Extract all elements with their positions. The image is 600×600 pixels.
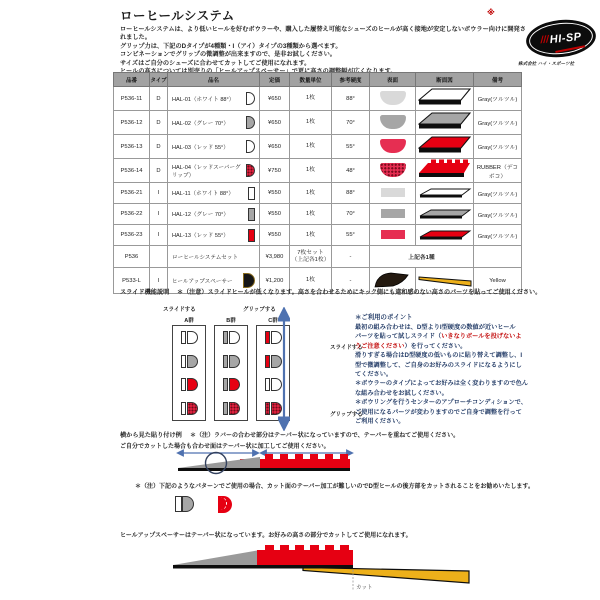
cell-code: P536-14 <box>114 159 150 183</box>
cell-qty: 7枚セット （上記各1枚） <box>290 246 332 268</box>
top-rect-lightgray-icon <box>381 188 405 197</box>
table-row <box>114 87 522 111</box>
points-warning-text: うご注意ください <box>355 342 405 350</box>
cell-side-view <box>416 87 474 111</box>
cell-name: HAL-03（レッド 55°） <box>168 135 260 159</box>
points-text: てください。 <box>355 371 393 379</box>
i-gray-part-icon <box>223 331 228 344</box>
points-text: 最初の組み合わせは、D型よりI型硬度の数値が近いヒール <box>355 324 516 331</box>
cell-price: ¥550 <box>260 225 290 246</box>
i-white-part-icon <box>181 331 186 344</box>
i-red-part-icon <box>265 331 270 344</box>
base-strip <box>173 565 353 569</box>
top-d-gray-icon <box>380 115 406 129</box>
cell-hardness: 48° <box>332 159 370 183</box>
points-line <box>355 361 600 370</box>
cell-qty: 1枚 <box>290 111 332 135</box>
cell-remark: RUBBER（デコボコ） <box>474 159 522 183</box>
axis-label-slide: スライドする <box>163 307 196 313</box>
intro <box>120 26 532 76</box>
i-white-part-icon <box>181 378 186 391</box>
logo-ring <box>528 20 595 58</box>
col-header: 備考 <box>474 73 522 87</box>
table-row <box>114 135 522 159</box>
cell-side-view <box>416 159 474 183</box>
i-part-icon <box>175 496 182 512</box>
cell-name: HAL-04（レッドスーパーグリップ） <box>168 159 260 183</box>
points-text: パーツを貼って試しスライド（ <box>355 333 442 341</box>
col-header: 数量単位 <box>290 73 332 87</box>
cell-name: ローヒールシステムセット <box>168 246 260 268</box>
side-view-label: 横から見た貼り付け例 <box>120 432 182 439</box>
cell-remark: Gray(ツルツル) <box>474 135 522 159</box>
cell-type: D <box>150 87 168 111</box>
table-row <box>114 183 522 204</box>
top-rect-red-icon <box>381 230 405 239</box>
cell-code: P533-L <box>114 268 150 294</box>
top-d-lightgray-icon <box>380 91 406 105</box>
cell-price: ¥1,200 <box>260 268 290 294</box>
arrow-label-slide: スライドする <box>330 345 363 351</box>
i-white-part-icon <box>181 402 186 415</box>
d-white-part-icon <box>187 331 198 344</box>
cell-code: P536-23 <box>114 225 150 246</box>
side-view-note1: ＊（注）ラバーの合わせ部分はテーパー状になっていますので、テーパーを重ねてご使用ください。 <box>190 433 460 439</box>
points-text: な組み合わせをお試しください。 <box>355 389 448 397</box>
cell-price: ¥750 <box>260 159 290 183</box>
cell-hardness: 88° <box>332 183 370 204</box>
cell-code: P536 <box>114 246 150 268</box>
side-view-note2: ご自分でカットした場合も合わせ面はテーパー状に加工してご使用ください。 <box>120 444 330 450</box>
points-line <box>355 379 600 388</box>
gray-taper-wedge <box>173 550 260 565</box>
d-outline-icon <box>246 140 255 153</box>
points-line <box>355 323 600 332</box>
cut-dash-line <box>219 497 227 510</box>
product-table-body <box>114 87 522 294</box>
i-red-icon <box>248 229 255 242</box>
points-line <box>355 398 600 407</box>
cell-qty: 1枚 <box>290 135 332 159</box>
usage-points <box>355 312 600 426</box>
points-lines <box>355 323 600 426</box>
intro-line: サイズはご自分のシューズに合わせてカットしてご使用になれます。 <box>120 59 311 67</box>
points-text: ＊ボウリングを行うセンターのアプローチコンディションで、 <box>355 399 527 407</box>
cell-qty: 1枚 <box>290 159 332 183</box>
cell-hardness: - <box>332 268 370 294</box>
d-dotted-part-icon <box>187 402 198 415</box>
col-header: 表面 <box>370 73 416 87</box>
points-line <box>355 332 600 341</box>
cell-qty: 1枚 <box>290 183 332 204</box>
page-title: ローヒールシステム <box>120 9 235 23</box>
combo-groups <box>172 316 290 421</box>
top-d-dotted-icon <box>380 163 406 177</box>
spacer-side-icon <box>417 272 473 288</box>
points-line <box>355 370 600 379</box>
col-header: タイプ <box>150 73 168 87</box>
cell-hardness: 55° <box>332 135 370 159</box>
cell-top-view <box>370 183 416 204</box>
cell-type <box>150 246 168 268</box>
slide-section-label: スライド機能説明 <box>120 289 170 296</box>
points-text: ）を行ってください。 <box>404 342 467 350</box>
cell-top-view <box>370 225 416 246</box>
cell-type: I <box>150 204 168 225</box>
cell-name: HAL-01（ホワイト 88°） <box>168 87 260 111</box>
points-line <box>355 408 600 417</box>
intro-line: グリップ力は、下記のDタイプが4種類・I（アイ）タイプの3種類から選べます。 <box>120 42 342 50</box>
cell-type: D <box>150 111 168 135</box>
cell-type: I <box>150 183 168 204</box>
table-row <box>114 246 522 268</box>
points-line <box>355 417 600 426</box>
group-box <box>214 325 248 421</box>
cell-hardness: 88° <box>332 87 370 111</box>
slide-section-note: ＊（注意）スライドヒールが低くなります。高さを合わせるためにキック側にも違和感のない高さのパーツを貼ってご使用ください。 <box>177 289 542 296</box>
combo <box>181 355 198 368</box>
points-text: 型で微調整して、ご自身のお好みのスライドになるようにし <box>355 361 522 369</box>
col-header: 品番 <box>114 73 150 87</box>
cell-remark: Gray(ツルツル) <box>474 183 522 204</box>
points-warning-text: いきなりボールを投げないよ <box>441 333 522 341</box>
cell-type: D <box>150 159 168 183</box>
cell-price: ¥650 <box>260 87 290 111</box>
combo <box>181 402 198 415</box>
d-cut-icon <box>218 496 232 513</box>
points-line <box>355 342 600 351</box>
table-row <box>114 159 522 183</box>
d-red-part-icon <box>187 378 198 391</box>
combo <box>223 402 240 415</box>
cell-side-view <box>416 135 474 159</box>
cell-side-view <box>416 225 474 246</box>
cell-code: P536-21 <box>114 183 150 204</box>
cell-code: P536-13 <box>114 135 150 159</box>
cell-code: P536-12 <box>114 111 150 135</box>
spacer-cut-diagram <box>165 545 477 597</box>
red-heel-side <box>257 550 353 565</box>
col-header: 参考硬度 <box>332 73 370 87</box>
cell-hardness: 55° <box>332 225 370 246</box>
cell-remark: Gray(ツルツル) <box>474 204 522 225</box>
d-dotted-icon <box>246 164 255 177</box>
header-row <box>114 73 522 87</box>
i-red-part-icon <box>265 355 270 368</box>
d-black-icon <box>243 273 255 288</box>
cell-side-view <box>416 183 474 204</box>
hisp-logo <box>524 16 597 60</box>
product-table-head <box>114 73 522 87</box>
intro-line: ローヒールシステムは、より低いヒールを好むボウラーや、購入した履替え可能なシューズのヒールが高く接地が安定しないボウラー向けに開発されました。 <box>120 26 526 42</box>
cell-hardness: 70° <box>332 204 370 225</box>
logo-brand: HI-SP <box>549 30 583 46</box>
yellow-spacer-wedge <box>303 568 469 584</box>
side-view-note3: ＊（注）下記のようなパターンでご使用の場合、カット面のテーパー加工が難しいのでD型ヒールの後方部をカットされることをお勧めいたします。 <box>135 484 534 490</box>
cell-remark <box>474 246 522 268</box>
d-gray-icon <box>246 116 255 129</box>
cell-name: HAL-11（ホワイト 88°） <box>168 183 260 204</box>
group-label: B群 <box>226 318 236 324</box>
combo-group <box>214 316 248 421</box>
d-gray-part-icon <box>187 355 198 368</box>
i-white-part-icon <box>181 355 186 368</box>
cell-merged-note: 上記各1種 <box>370 246 474 268</box>
grip-slide-arrow-icon <box>278 307 290 431</box>
i-gray-part-icon <box>223 355 228 368</box>
i-gray-icon <box>248 208 255 221</box>
cell-price: ¥550 <box>260 204 290 225</box>
cell-top-view <box>370 204 416 225</box>
group-label: A群 <box>184 318 194 324</box>
cell-type: I <box>150 225 168 246</box>
points-text: 滑りすぎる場合はD型硬度の低いものに貼り替えて調整し、I <box>355 352 523 360</box>
combo <box>181 378 198 391</box>
cell-name: HAL-12（グレー 70°） <box>168 204 260 225</box>
logo-slashes-icon: /// <box>539 34 550 47</box>
top-rect-gray-icon <box>381 209 405 218</box>
intro-line: コンビネーションでグリップの微調整が出来ますので、是非お試しください。 <box>120 51 336 59</box>
cell-code: P536-11 <box>114 87 150 111</box>
cell-qty: 1枚 <box>290 225 332 246</box>
cell-hardness: 70° <box>332 111 370 135</box>
combo <box>223 355 240 368</box>
combo-group <box>172 316 206 421</box>
combo <box>223 331 240 344</box>
cell-code: P536-22 <box>114 204 150 225</box>
combo <box>223 378 240 391</box>
i-gray-part-icon <box>223 402 228 415</box>
cell-remark: Yellow <box>474 268 522 294</box>
cell-type: I <box>150 268 168 294</box>
table-row <box>114 111 522 135</box>
cell-type: D <box>150 135 168 159</box>
pattern-example-icons <box>175 496 232 516</box>
cell-name: HAL-02（グレー 70°） <box>168 111 260 135</box>
group-label: C群 <box>268 318 278 324</box>
spacer-top-view-icon <box>373 271 413 289</box>
usage-points-title: ＊ご利用のポイント <box>355 314 413 321</box>
table-row <box>114 225 522 246</box>
cell-remark: Gray(ツルツル) <box>474 225 522 246</box>
cell-name: HAL-13（レッド 55°） <box>168 225 260 246</box>
i-gray-part-icon <box>223 378 228 391</box>
cell-side-view <box>416 204 474 225</box>
d-white-icon <box>246 92 255 105</box>
d-part-icon <box>182 496 194 512</box>
arrow-label-grip: グリップする <box>330 412 363 418</box>
cell-hardness: - <box>332 246 370 268</box>
points-text: ご利用ください。 <box>355 418 405 426</box>
cell-price: ¥650 <box>260 111 290 135</box>
top-d-red-icon <box>380 139 406 153</box>
d-gray-part-icon <box>229 355 240 368</box>
d-dotted-part-icon <box>229 402 240 415</box>
points-text: ご使用になるパーツが変わりますのでご自身で調整を行って <box>355 408 522 416</box>
points-line <box>355 351 600 360</box>
points-line <box>355 389 600 398</box>
cell-top-view <box>370 135 416 159</box>
col-header: 品名 <box>168 73 260 87</box>
col-header: 断面図 <box>416 73 474 87</box>
cell-top-view <box>370 111 416 135</box>
cell-name: ヒールアップスペーサー <box>168 268 260 294</box>
cell-side-view <box>416 111 474 135</box>
cell-remark: Gray(ツルツル) <box>474 87 522 111</box>
cell-price: ¥550 <box>260 183 290 204</box>
cell-qty: 1枚 <box>290 87 332 111</box>
cell-price: ¥3,980 <box>260 246 290 268</box>
cell-qty: 1枚 <box>290 204 332 225</box>
cell-price: ¥650 <box>260 135 290 159</box>
cell-remark: Gray(ツルツル) <box>474 111 522 135</box>
points-text: ＊ボウラーのタイプによってお好みは全く変わりますので色ん <box>355 380 528 388</box>
d-red-part-icon <box>229 378 240 391</box>
company-name: 株式会社 ハイ・スポーツ社 <box>518 61 575 66</box>
cell-qty: 1枚 <box>290 268 332 294</box>
cell-top-view <box>370 159 416 183</box>
i-dotted-part-icon <box>265 402 270 415</box>
gray-taper-wedge <box>178 457 260 468</box>
taper-joint-diagram <box>170 448 370 480</box>
product-table <box>113 72 522 294</box>
i-white-part-icon <box>265 378 270 391</box>
axis-label-grip: グリップする <box>243 307 276 313</box>
table-row <box>114 204 522 225</box>
group-box <box>172 325 206 421</box>
serrated-side-icon <box>418 159 472 180</box>
spacer-instruction: ヒールアップスペーサーはテーパー状になっています。お好みの高さの部分でカットしてご使用になれます。 <box>120 533 412 539</box>
combo <box>181 331 198 344</box>
note-mark: ※ <box>487 8 495 17</box>
cut-label: カット <box>356 585 373 591</box>
cell-top-view <box>370 87 416 111</box>
i-white-icon <box>248 187 255 200</box>
col-header: 定価 <box>260 73 290 87</box>
base-strip <box>178 468 350 471</box>
d-white-part-icon <box>229 331 240 344</box>
